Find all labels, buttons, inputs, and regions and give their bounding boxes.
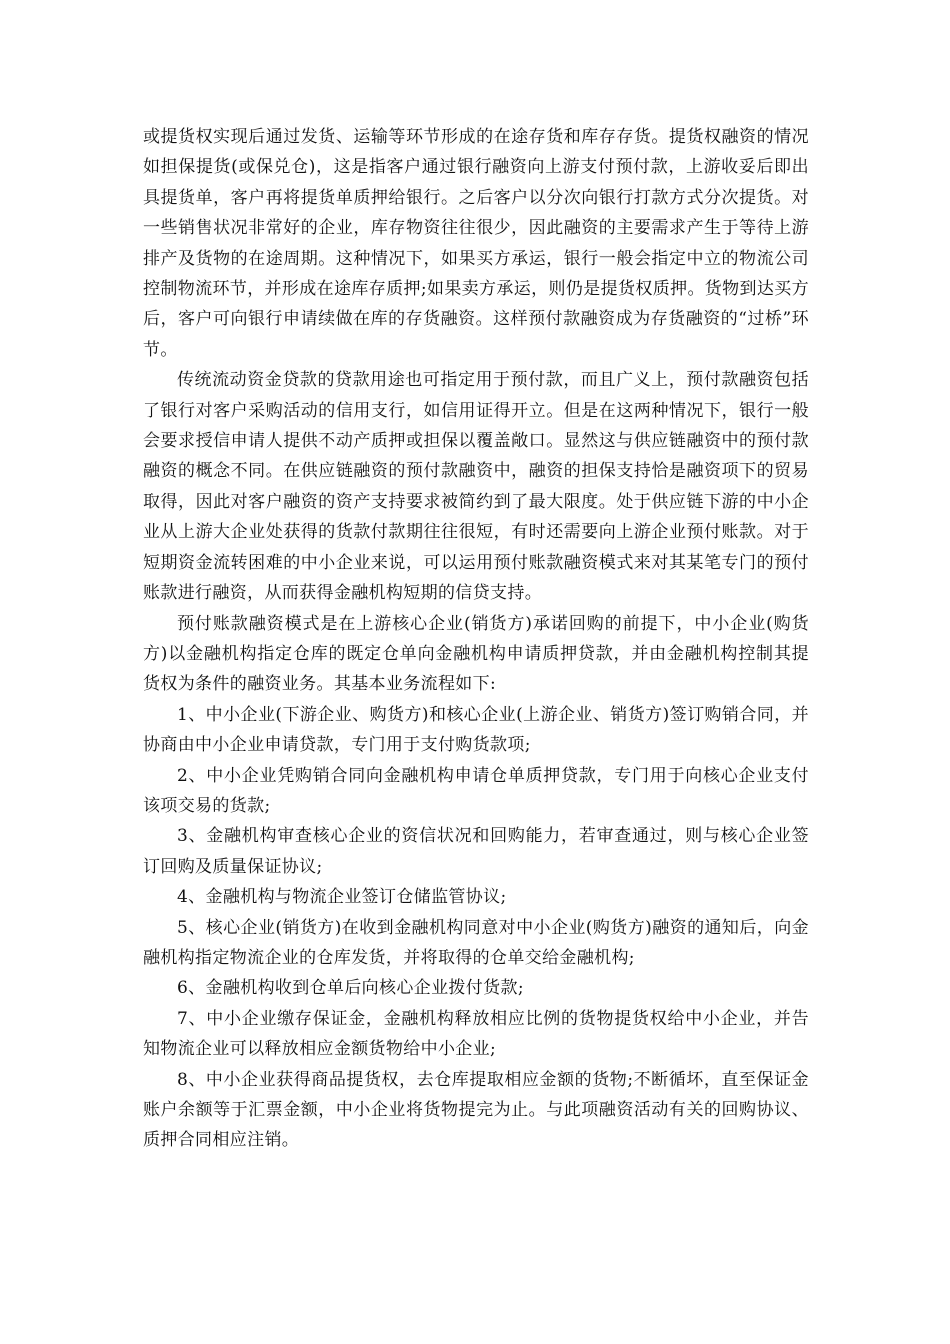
list-item-step-3: 3、金融机构审查核心企业的资信状况和回购能力，若审查通过，则与核心企业签订回购及质量保证协议; [143,826,809,877]
paragraph-working-capital-loan: 传统流动资金贷款的贷款用途也可指定用于预付款，而且广义上，预付款融资包括了银行对客户采购活动的信用支行，如信用证得开立。但是在这两种情况下，银行一般会要求授信申请人提供不动产质押或担保以覆盖敞口。显然这与供应链融资中的预付款融资的概念不同。在供应链融资的预付款融资中，融资的担保支持恰是融资项下的贸易取得，因此对客户融资的资产支持要求被简约到了最大限度。处于供应链下游的中小企业从上游大企业处获得的货款付款期往往很短，有时还需要向上游企业预付账款。对于短期资金流转困难的中小企业来说，可以运用预付账款融资模式来对其某笔专门的预付账款进行融资，从而获得金融机构短期的信贷支持。 [143,370,809,604]
list-item-step-5: 5、核心企业(销货方)在收到金融机构同意对中小企业(购货方)融资的通知后，向金融机构指定物流企业的仓库发货，并将取得的仓单交给金融机构; [143,917,809,968]
list-item-step-1: 1、中小企业(下游企业、购货方)和核心企业(上游企业、销货方)签订购销合同，并协商由中小企业申请贷款，专门用于支付购货款项; [143,704,809,756]
paragraph-prepayment-model: 预付账款融资模式是在上游核心企业(销货方)承诺回购的前提下，中小企业(购货方)以金融机构指定仓库的既定仓单向金融机构申请质押贷款，并由金融机构控制其提货权为条件的融资业务。其基本业务流程如下: [143,613,809,695]
list-item-step-7: 7、中小企业缴存保证金，金融机构释放相应比例的货物提货权给中小企业，并告知物流企业可以释放相应金额货物给中小企业; [143,1008,809,1060]
list-item-step-6: 6、金融机构收到仓单后向核心企业拨付货款; [177,978,524,999]
document-body [143,122,809,1156]
paragraph-inventory-financing: 或提货权实现后通过发货、运输等环节形成的在途存货和库存存货。提货权融资的情况如担保提货(或保兑仓)，这是指客户通过银行融资向上游支付预付款，上游收妥后即出具提货单，客户再将提货单质押给银行。之后客户以分次向银行打款方式分次提货。对一些销售状况非常好的企业，库存物资往往很少，因此融资的主要需求产生于等待上游排产及货物的在途周期。这种情况下，如果买方承运，银行一般会指定中立的物流公司控制物流环节，并形成在途库存质押;如果卖方承运，则仍是提货权质押。货物到达买方后，客户可向银行申请续做在库的存货融资。这样预付款融资成为存货融资的“过桥”环节。 [143,127,809,360]
list-item-step-8: 8、中小企业获得商品提货权，去仓库提取相应金额的货物;不断循坏，直至保证金账户余额等于汇票金额，中小企业将货物提完为止。与此项融资活动有关的回购协议、质押合同相应注销。 [143,1069,809,1151]
list-item-step-4: 4、金融机构与物流企业签订仓储监管协议; [177,887,507,908]
list-item-step-2: 2、中小企业凭购销合同向金融机构申请仓单质押贷款，专门用于向核心企业支付该项交易的货款; [143,765,809,816]
